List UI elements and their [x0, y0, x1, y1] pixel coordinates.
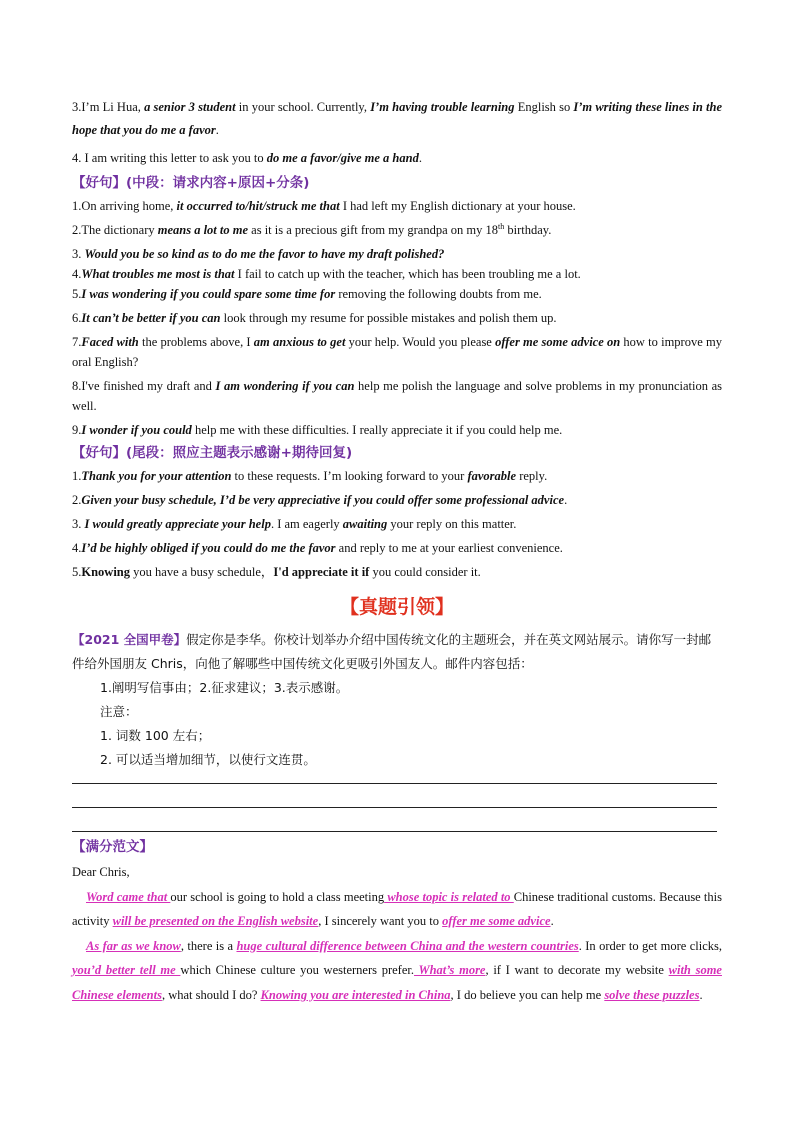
end-sentences-heading: 【好句】(尾段：照应主题表示感谢+期待回复)	[72, 445, 353, 461]
mid-sentence-1: 1.On arriving home, it occurred to/hit/struck me that I had left my English dictionary at your house.	[72, 199, 576, 213]
mid-sentence-5: 5.I was wondering if you could spare some time for removing the following doubts from me.	[72, 287, 542, 301]
exam-tag: 【2021 全国甲卷】	[72, 632, 187, 647]
model-essay	[72, 860, 722, 1007]
answer-line-3	[72, 830, 717, 832]
answer-line-1	[72, 782, 717, 784]
opening-line-3: 3.I’m Li Hua, a senior 3 student in your school. Currently, I’m having trouble learning English so I’m writing these lines in the hope that you do me a favor.	[72, 100, 723, 137]
document-page	[72, 96, 722, 1007]
task-note-label: 注意：	[100, 704, 138, 719]
mid-sentence-6: 6.It can’t be better if you can look through my resume for possible mistakes and polish them up.	[72, 311, 557, 325]
mid-sentence-7: 7.Faced with the problems above, I am anxious to get your help. Would you please offer me some advice on how to improve my oral English?	[72, 335, 722, 369]
mid-sentence-4: 4.What troubles me most is that I fail to catch up with the teacher, which has been troubling me a lot.	[72, 267, 581, 281]
end-sentence-4: 4.I’d be highly obliged if you could do me the favor and reply to me at your earliest convenience.	[72, 541, 563, 555]
end-sentence-1: 1.Thank you for your attention to these requests. I’m looking forward to your favorable reply.	[72, 469, 548, 483]
task-prompt: 【2021 全国甲卷】假定你是李华。你校计划举办介绍中国传统文化的主题班会，并在英文网站展示。请你写一封邮件给外国朋友 Chris，向他了解哪些中国传统文化更吸引外国友人。邮件内容包括：	[72, 632, 712, 671]
writing-task	[72, 628, 722, 772]
end-sentence-5: 5.Knowing you have a busy schedule，I'd appreciate it if you could consider it.	[72, 565, 481, 579]
essay-paragraph-1: Word came that our school is going to hold a class meeting whose topic is related to Chinese traditional customs. Because this activity will be presented on the English website, I sincerely want you to offer me some advice.	[72, 889, 722, 928]
opening-line-4: 4. I am writing this letter to ask you to do me a favor/give me a hand.	[72, 151, 422, 165]
end-sentence-3: 3. I would greatly appreciate your help. I am eagerly awaiting your reply on this matter.	[72, 517, 517, 531]
essay-salutation: Dear Chris,	[72, 865, 130, 879]
end-sentence-2: 2.Given your busy schedule, I’d be very appreciative if you could offer some professional advice.	[72, 493, 568, 507]
mid-sentence-3: 3. Would you be so kind as to do me the favor to have my draft polished?	[72, 247, 445, 261]
essay-paragraph-2: As far as we know, there is a huge cultural difference between China and the western countries. In order to get more clicks, you’d better tell me which Chinese culture you westerners prefer. What’s more, if I want to decorate my website with some Chinese elements, what should I do? Knowing you are interested in China, I do believe you can help me solve these puzzles.	[72, 938, 722, 1002]
answer-line-2	[72, 806, 717, 808]
middle-sentences-heading: 【好句】(中段：请求内容+原因+分条)	[72, 175, 310, 191]
mid-sentence-9: 9.I wonder if you could help me with these difficulties. I really appreciate it if you could help me.	[72, 423, 563, 437]
section-title: 【真题引领】	[339, 596, 454, 618]
mid-sentence-2: 2.The dictionary means a lot to me as it is a precious gift from my grandpa on my 18th birthday.	[72, 221, 552, 237]
task-note-2: 2. 可以适当增加细节，以使行文连贯。	[100, 752, 316, 767]
model-essay-heading: 【满分范文】	[72, 839, 153, 855]
mid-sentence-8: 8.I've finished my draft and I am wondering if you can help me polish the language and solve problems in my pronunciation as well.	[72, 379, 722, 413]
task-note-1: 1. 词数 100 左右；	[100, 728, 211, 743]
task-content-items: 1.阐明写信事由；2.征求建议；3.表示感谢。	[100, 680, 349, 695]
